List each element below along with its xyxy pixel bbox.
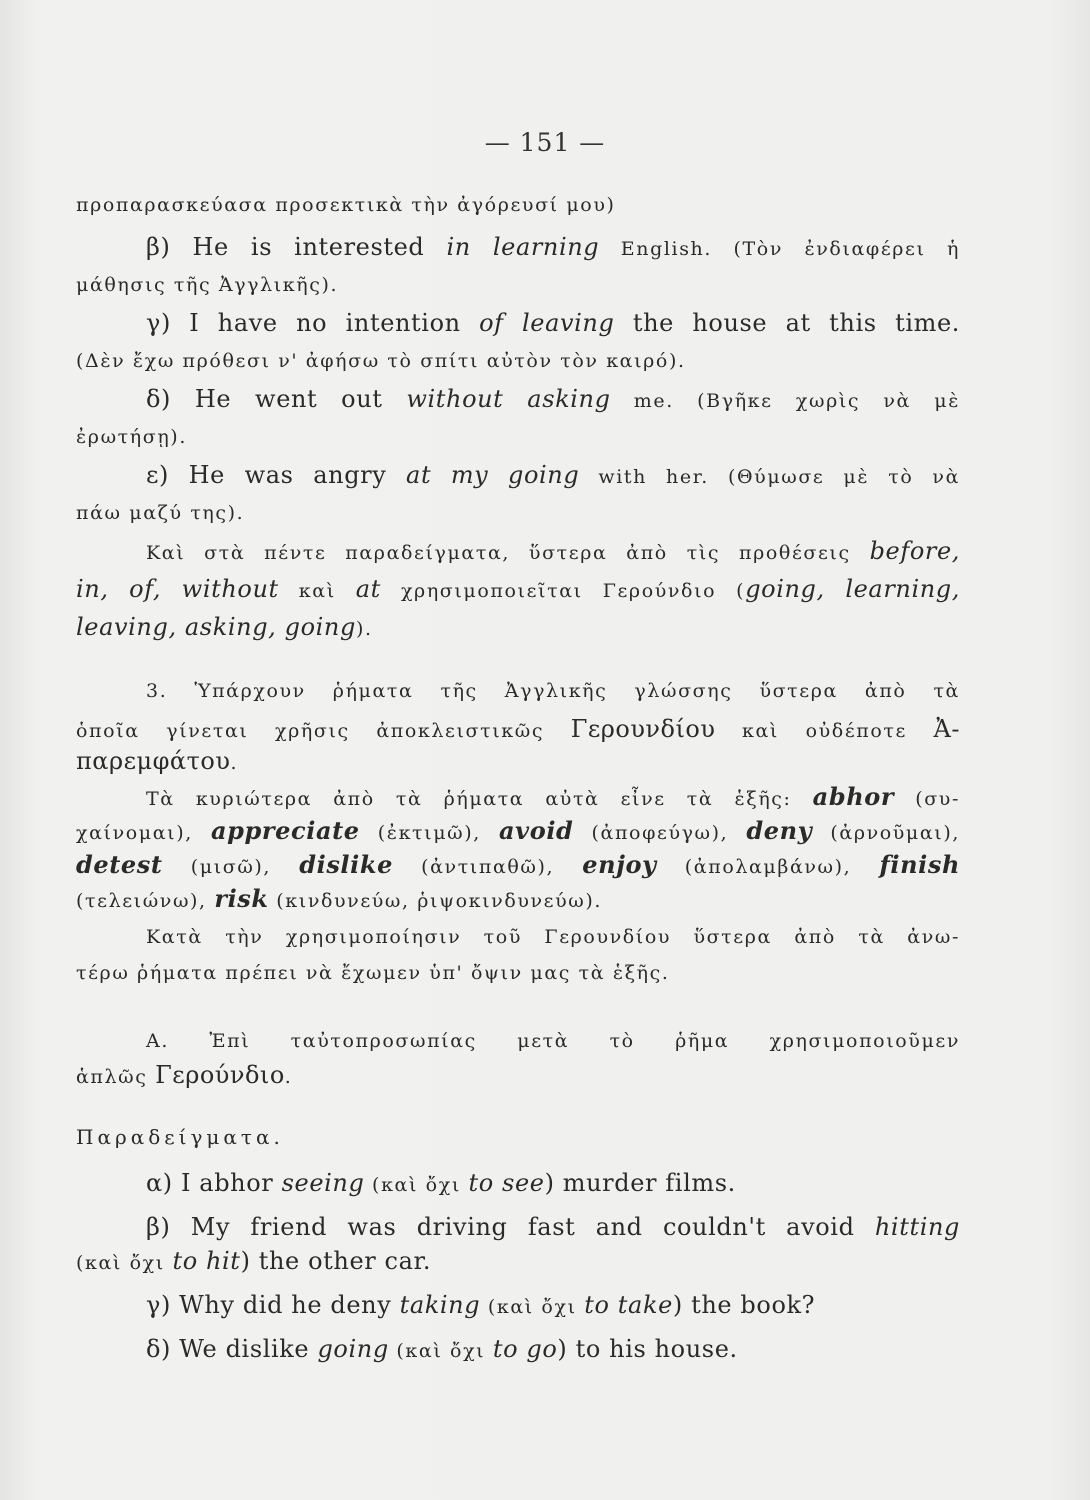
emphasis-term: Γερούνδιο xyxy=(155,1061,285,1089)
english-text: ε) He was angry xyxy=(146,461,407,489)
greek-text: Καὶ στὰ πέντε παραδείγματα, ὕστερα ἀπὸ τὶς προθέσεις xyxy=(146,542,870,564)
verb-term: deny xyxy=(746,816,813,845)
example-alpha xyxy=(146,1168,960,1200)
italic-infinitive: to take xyxy=(584,1291,673,1319)
english-text: β) He is interested xyxy=(146,233,447,261)
italic-infinitive: to see xyxy=(468,1169,545,1197)
greek-text: (καὶ ὄχι xyxy=(76,1252,173,1274)
greek-text: me. (Βγῆκε χωρὶς νὰ μὲ xyxy=(610,390,960,412)
emphasis-term: παρεμφάτου xyxy=(76,747,231,775)
english-text: ) murder films. xyxy=(544,1169,736,1197)
italic-term: going, learning, xyxy=(745,575,960,603)
verb-term: risk xyxy=(214,884,269,913)
example-gamma-2 xyxy=(146,1290,960,1322)
greek-text: τέρω ῥήματα πρέπει νὰ ἔχωμεν ὑπ' ὄψιν μας τὰ ἑξῆς. xyxy=(76,962,670,984)
text-line xyxy=(76,1060,960,1092)
example-delta-2 xyxy=(146,1334,960,1366)
greek-text: ὁποῖα γίνεται χρῆσις ἀποκλειστικῶς xyxy=(76,720,571,742)
text-line xyxy=(76,746,960,778)
greek-text: ). xyxy=(355,618,373,640)
greek-text: (καὶ ὄχι xyxy=(388,1340,493,1362)
text-line xyxy=(76,714,960,746)
greek-text: 3. Ὑπάρχουν ῥήματα τῆς Ἀγγλικῆς γλώσσης ὕστερα ἀπὸ τὰ xyxy=(146,680,960,702)
text-line xyxy=(76,574,960,606)
italic-gerund: of leaving xyxy=(479,309,615,337)
greek-text: Α. Ἐπὶ ταὐτοπροσωπίας μετὰ τὸ ῥῆμα χρησιμοποιοῦμεν xyxy=(146,1030,960,1052)
text-line xyxy=(76,850,960,882)
text-line xyxy=(76,816,960,848)
italic-gerund: without asking xyxy=(406,385,611,413)
greek-text: Παραδείγματα. xyxy=(76,1125,284,1149)
example-beta xyxy=(146,232,960,264)
english-text: α) I abhor xyxy=(146,1169,282,1197)
greek-text: (μισῶ), xyxy=(162,856,300,878)
text-line xyxy=(76,270,960,300)
greek-text: (καὶ ὄχι xyxy=(364,1174,469,1196)
greek-text: πάω μαζύ της). xyxy=(76,502,245,524)
greek-text: Κατὰ τὴν χρησιμοποίησιν τοῦ Γερουνδίου ὕστερα ἀπὸ τὰ ἀνω- xyxy=(146,926,960,948)
italic-gerund: at my going xyxy=(406,461,580,489)
italic-term: leaving, asking, going xyxy=(76,613,356,641)
emphasis-term: Γερουνδίου xyxy=(570,715,716,743)
example-beta-2 xyxy=(146,1212,960,1243)
italic-gerund: seeing xyxy=(281,1169,365,1197)
greek-text: ἐρωτήσῃ). xyxy=(76,426,187,448)
italic-gerund: in learning xyxy=(446,233,600,261)
italic-gerund: hitting xyxy=(874,1213,960,1241)
verb-term: appreciate xyxy=(210,816,360,845)
greek-text: (ἀρνοῦμαι), xyxy=(812,822,961,844)
english-text: ) the other car. xyxy=(240,1247,432,1275)
italic-term: in, of, without xyxy=(76,575,279,603)
verb-term: abhor xyxy=(812,782,895,811)
greek-text: (τελειώνω), xyxy=(76,890,215,912)
greek-text: (ἐκτιμῶ), xyxy=(359,822,500,844)
text-line xyxy=(76,190,960,220)
greek-text: καὶ xyxy=(278,580,356,602)
greek-text: . xyxy=(230,752,239,774)
italic-gerund: taking xyxy=(399,1291,481,1319)
text-line xyxy=(146,782,960,814)
greek-text: (κινδυνεύω, ῥιψοκινδυνεύω). xyxy=(268,890,602,912)
text-line xyxy=(76,498,960,528)
example-epsilon xyxy=(146,460,960,492)
verb-term: dislike xyxy=(299,850,393,879)
emphasis-term: Ἀ- xyxy=(933,715,960,743)
examples-heading xyxy=(76,1122,960,1152)
rule-a-heading xyxy=(146,1026,960,1056)
greek-text: (συ- xyxy=(894,788,960,810)
greek-text: (καὶ ὄχι xyxy=(480,1296,585,1318)
greek-text: English. (Τὸν ἐνδιαφέρει ἡ xyxy=(599,238,961,260)
english-text: δ) We dislike xyxy=(146,1335,318,1363)
text-line xyxy=(76,1246,960,1278)
text-line xyxy=(76,612,960,644)
greek-text: μάθησις τῆς Ἀγγλικῆς). xyxy=(76,274,339,296)
italic-term: at xyxy=(355,575,381,603)
greek-text: προπαρασκεύασα προσεκτικὰ τὴν ἀγόρευσί μου) xyxy=(76,194,616,216)
english-text: ) to his house. xyxy=(557,1335,738,1363)
greek-text: (ἀποφεύγω), xyxy=(573,822,747,844)
verb-term: detest xyxy=(76,850,163,879)
greek-text: (ἀπολαμβάνω), xyxy=(656,856,880,878)
greek-text: καὶ οὐδέποτε xyxy=(715,720,934,742)
english-text: γ) Why did he deny xyxy=(146,1291,400,1319)
italic-term: before, xyxy=(869,537,960,565)
greek-text: χαίνομαι), xyxy=(76,822,211,844)
text-line xyxy=(76,422,960,452)
verb-term: finish xyxy=(879,850,961,879)
english-text: ) the book? xyxy=(672,1291,816,1319)
italic-gerund: going xyxy=(317,1335,389,1363)
english-text: the house at this time. xyxy=(614,309,960,337)
greek-text: ἁπλῶς xyxy=(76,1066,156,1088)
text-line xyxy=(76,884,960,916)
greek-text: (ἀντιπαθῶ), xyxy=(392,856,583,878)
greek-text: (Δὲν ἔχω πρόθεσι ν' ἀφήσω τὸ σπίτι αὐτὸν τὸν καιρό). xyxy=(76,350,686,372)
section-3-heading xyxy=(146,676,960,706)
example-delta xyxy=(146,384,960,416)
english-text: γ) I have no intention xyxy=(146,309,480,337)
english-text: β) My friend was driving fast and couldn't avoid xyxy=(146,1213,875,1241)
english-text: δ) He went out xyxy=(146,385,407,413)
greek-text: . xyxy=(284,1066,293,1088)
text-line xyxy=(146,536,960,568)
greek-text: χρησιμοποιεῖται Γερούνδιο ( xyxy=(380,580,746,602)
text-line xyxy=(76,958,960,988)
text-line xyxy=(76,346,960,376)
italic-infinitive: to hit xyxy=(172,1247,241,1275)
text-line xyxy=(146,922,960,952)
italic-infinitive: to go xyxy=(492,1335,558,1363)
greek-text: Τὰ κυριώτερα ἀπὸ τὰ ῥήματα αὐτὰ εἶνε τὰ ἑξῆς: xyxy=(146,788,813,810)
greek-text: with her. (Θύμωσε μὲ τὸ νὰ xyxy=(579,466,961,488)
verb-term: enjoy xyxy=(582,850,657,879)
page-number: — 151 — xyxy=(484,128,606,157)
example-gamma xyxy=(146,308,960,339)
verb-term: avoid xyxy=(499,816,574,845)
